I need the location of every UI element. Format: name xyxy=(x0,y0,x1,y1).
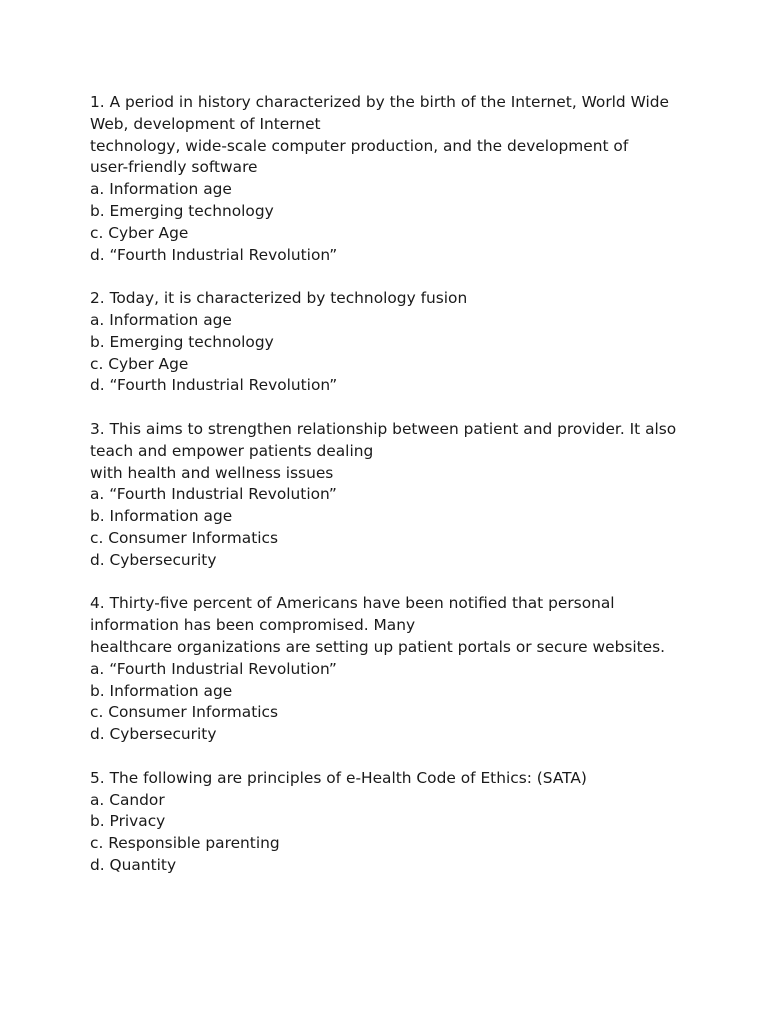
question-1 xyxy=(90,92,730,266)
question-stem-line: 2. Today, it is characterized by technology fusion xyxy=(90,289,468,308)
answer-option: d. Cybersecurity xyxy=(90,725,217,744)
answer-option: d. “Fourth Industrial Revolution” xyxy=(90,376,338,395)
question-4 xyxy=(90,593,730,746)
question-stem-line: Web, development of Internet xyxy=(90,114,321,133)
answer-option: a. Candor xyxy=(90,790,165,809)
question-stem-line: 3. This aims to strengthen relationship between patient and provider. It also xyxy=(90,419,677,438)
answer-option: d. Quantity xyxy=(90,855,177,874)
question-stem-line: user-friendly software xyxy=(90,158,258,177)
answer-option: c. Consumer Informatics xyxy=(90,528,279,547)
answer-option: a. “Fourth Industrial Revolution” xyxy=(90,659,337,678)
question-stem-line: information has been compromised. Many xyxy=(90,616,416,635)
question-stem-line: 4. Thirty-five percent of Americans have been notified that personal xyxy=(90,594,615,613)
question-stem-line: 1. A period in history characterized by the birth of the Internet, World Wide xyxy=(90,93,669,111)
question-stem-line: with health and wellness issues xyxy=(90,463,334,482)
answer-option: b. Emerging technology xyxy=(90,332,274,351)
document-page xyxy=(90,92,730,898)
question-5 xyxy=(90,768,730,877)
question-stem-line: healthcare organizations are setting up patient portals or secure websites. xyxy=(90,637,666,656)
answer-option: b. Emerging technology xyxy=(90,201,274,220)
answer-option: a. Information age xyxy=(90,180,232,199)
answer-option: a. “Fourth Industrial Revolution” xyxy=(90,485,337,504)
question-stem-line: technology, wide-scale computer production, and the development of xyxy=(90,136,629,155)
question-stem-line: 5. The following are principles of e-Health Code of Ethics: (SATA) xyxy=(90,768,587,787)
answer-option: d. Cybersecurity xyxy=(90,550,217,569)
answer-option: c. Consumer Informatics xyxy=(90,703,279,722)
answer-option: a. Information age xyxy=(90,310,232,329)
answer-option: c. Cyber Age xyxy=(90,354,189,373)
question-2 xyxy=(90,288,730,397)
answer-option: b. Information age xyxy=(90,507,233,526)
question-stem-line: teach and empower patients dealing xyxy=(90,441,374,460)
answer-option: b. Information age xyxy=(90,681,233,700)
answer-option: d. “Fourth Industrial Revolution” xyxy=(90,245,338,264)
answer-option: c. Cyber Age xyxy=(90,223,189,242)
question-3 xyxy=(90,419,730,572)
answer-option: b. Privacy xyxy=(90,812,166,831)
answer-option: c. Responsible parenting xyxy=(90,834,280,853)
